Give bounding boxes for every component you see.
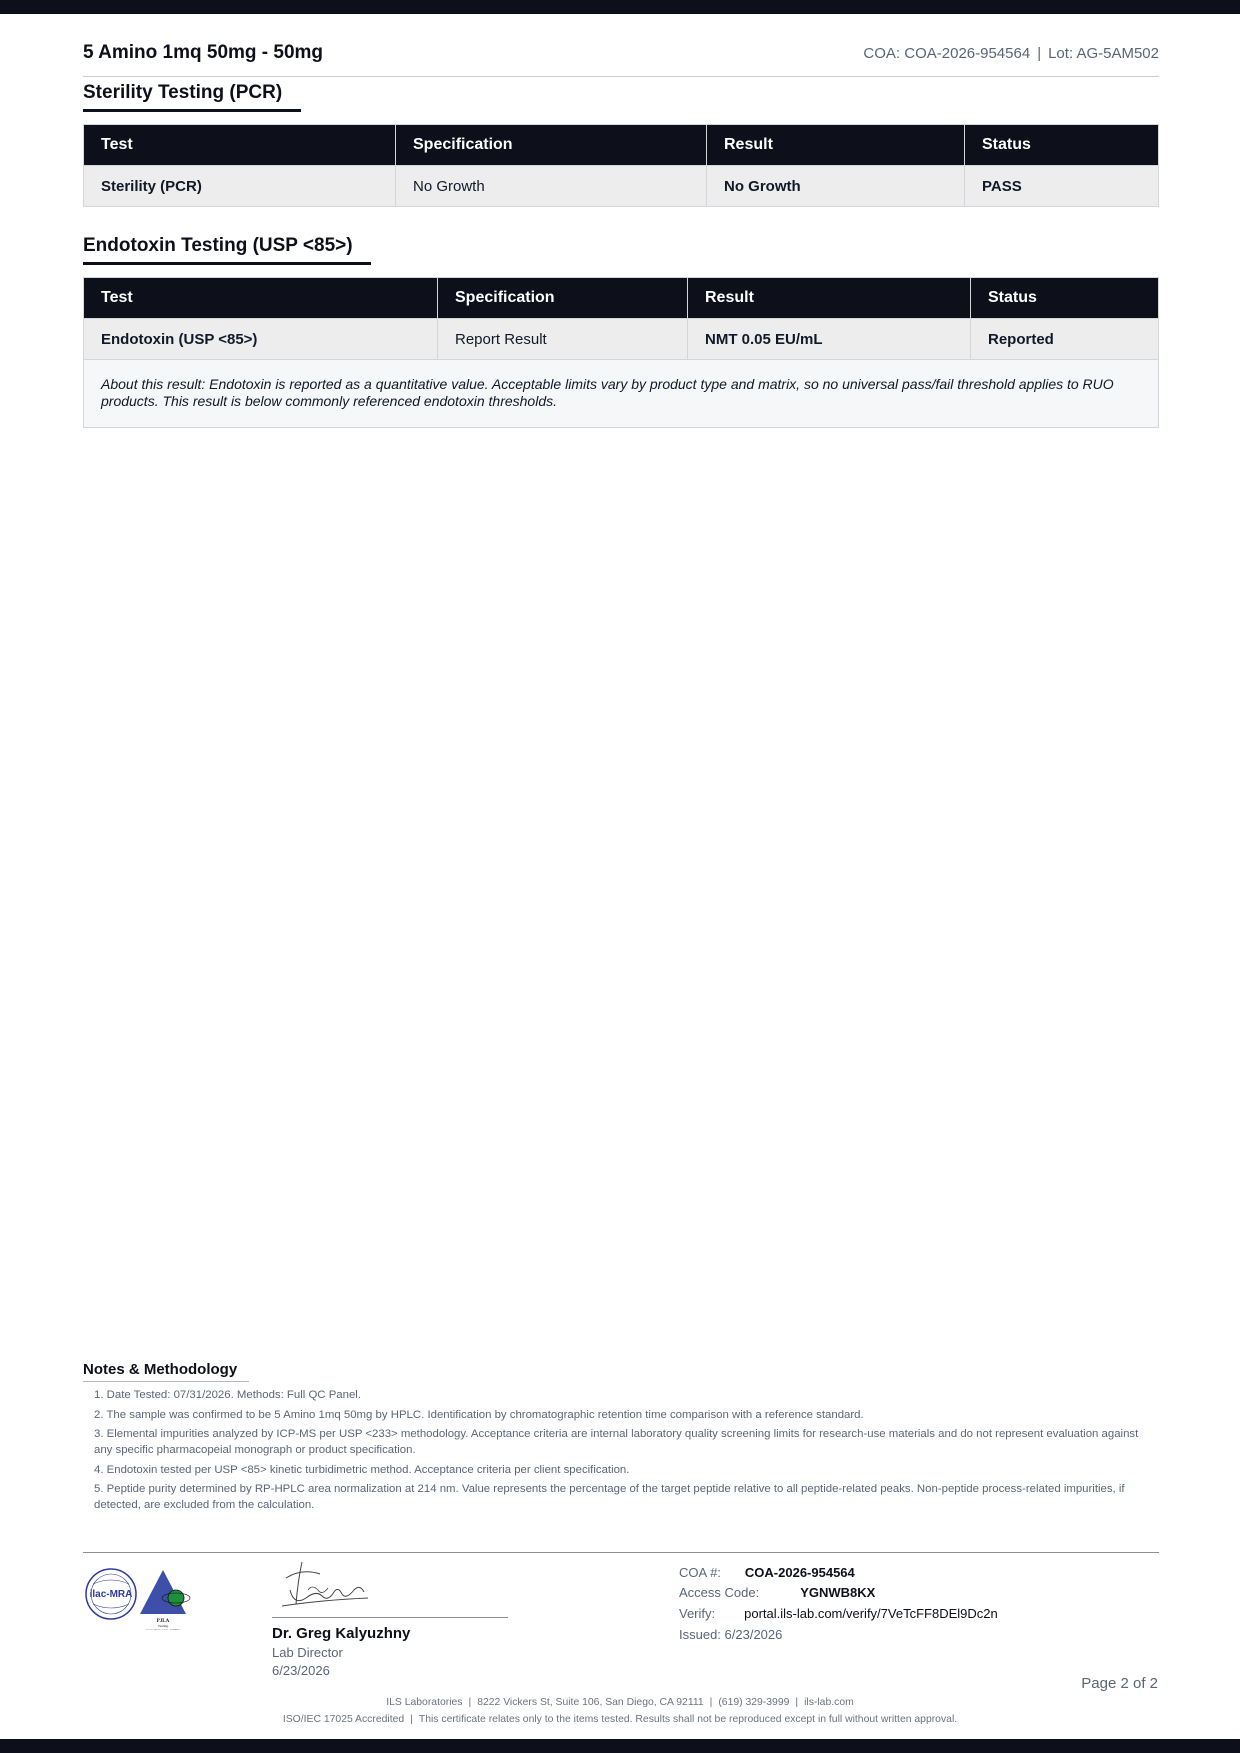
- lab-website[interactable]: ils-lab.com: [804, 1697, 854, 1708]
- coa-label: COA #:: [679, 1565, 721, 1580]
- coa-number: COA: COA-2026-954564: [863, 45, 1031, 62]
- column-header: Status: [965, 125, 1159, 166]
- verify-label: Verify:: [679, 1606, 716, 1621]
- pjla-text: PJLA: [156, 1619, 170, 1624]
- access-code-row: [679, 1585, 875, 1600]
- footer-divider: [83, 1552, 1159, 1553]
- footer-disclaimer: ISO/IEC 17025 Accredited | This certificate relates only to the items tested. Results shall not be reproduced except in full without written approval.: [282, 1714, 958, 1725]
- pjla-sub: Testing: [157, 1624, 169, 1628]
- test-name: Sterility (PCR): [84, 166, 396, 207]
- list-item: 3. Elemental impurities analyzed by ICP-MS per USP <233> methodology. Acceptance criteria are internal laboratory quality screening limits for research-use materials and do not represent evaluation against any specific pharmacopeial monograph or product specification.: [94, 1428, 1139, 1456]
- page-header: [83, 40, 1159, 77]
- signature-image: [272, 1560, 392, 1612]
- table-row: [84, 319, 1159, 360]
- ilac-text: ilac-MRA: [89, 1589, 133, 1600]
- table-header-row: [84, 278, 1159, 319]
- note-row: [84, 360, 1159, 428]
- specification: No Growth: [396, 166, 707, 207]
- access-value: YGNWB8KX: [800, 1585, 876, 1600]
- list-item: 2. The sample was confirmed to be 5 Amino 1mq 50mg by HPLC. Identification by chromatographic retention time comparison with a reference standard.: [94, 1408, 864, 1421]
- specification: Report Result: [438, 319, 688, 360]
- separator: |: [1037, 45, 1042, 62]
- result-note: About this result: Endotoxin is reported as a quantitative value. Acceptable limits vary by product type and matrix, so no universal pass/fail threshold applies to RUO products. This result is below commonly referenced endotoxin thresholds.: [84, 360, 1159, 428]
- endotoxin-table: [83, 277, 1159, 428]
- sterility-table: [83, 124, 1159, 207]
- pjla-cert: Accreditation No. 109652: [146, 1628, 180, 1630]
- list-item: 4. Endotoxin tested per USP <85> kinetic turbidimetric method. Acceptance criteria per client specification.: [94, 1463, 630, 1476]
- pjla-logo: [140, 1570, 190, 1630]
- lab-name: ILS Laboratories: [386, 1697, 463, 1708]
- top-bar: [0, 0, 1240, 14]
- lab-address: 8222 Vickers St, Suite 106, San Diego, CA 92111: [477, 1697, 704, 1708]
- column-header: Specification: [396, 125, 707, 166]
- status-badge: PASS: [965, 166, 1159, 207]
- signatory-date: 6/23/2026: [272, 1663, 330, 1678]
- bottom-bar: [0, 1739, 1240, 1753]
- result: No Growth: [707, 166, 965, 207]
- accreditation-text: ISO/IEC 17025 Accredited: [282, 1714, 405, 1725]
- verify-row: [679, 1606, 998, 1621]
- coa-value: COA-2026-954564: [744, 1565, 855, 1580]
- footer-address: ILS Laboratories | 8222 Vickers St, Suite 106, San Diego, CA 92111 | (619) 329-3999 | ils-lab.com: [386, 1697, 854, 1708]
- signatory-name: Dr. Greg Kalyuzhny: [272, 1625, 411, 1642]
- column-header: Result: [707, 125, 965, 166]
- status-badge: Reported: [971, 319, 1159, 360]
- disclaimer-text: This certificate relates only to the items tested. Results shall not be reproduced except in full without written approval.: [418, 1714, 958, 1725]
- result: NMT 0.05 EU/mL: [688, 319, 971, 360]
- lot-number: Lot: AG-5AM502: [1048, 45, 1159, 62]
- list-item: 1. Date Tested: 07/31/2026. Methods: Full QC Panel.: [94, 1389, 361, 1401]
- endotoxin-section-title: Endotoxin Testing (USP <85>): [83, 235, 371, 265]
- product-title: 5 Amino 1mq 50mg - 50mg: [83, 42, 324, 63]
- column-header: Test: [84, 125, 396, 166]
- sterility-section-title: Sterility Testing (PCR): [83, 82, 301, 112]
- list-item: 5. Peptide purity determined by RP-HPLC area normalization at 214 nm. Value represents the percentage of the target peptide relative to all peptide-related peaks. Non-peptide process-related impurities, if detected, are excluded from the calculation.: [94, 1483, 1125, 1511]
- coa-number-row: [679, 1565, 855, 1580]
- column-header: Status: [971, 278, 1159, 319]
- accreditation-logos: [83, 1564, 198, 1630]
- signatory-role: Lab Director: [272, 1645, 343, 1660]
- column-header: Result: [688, 278, 971, 319]
- test-name: Endotoxin (USP <85>): [84, 319, 438, 360]
- column-header: Test: [84, 278, 438, 319]
- verify-link[interactable]: portal.ils-lab.com/verify/7VeTcFF8DEl9Dc2n: [744, 1606, 998, 1621]
- signature-line: [272, 1617, 508, 1618]
- table-row: [84, 166, 1159, 207]
- issued-date: Issued: 6/23/2026: [679, 1627, 783, 1642]
- column-header: Specification: [438, 278, 688, 319]
- access-label: Access Code:: [679, 1585, 760, 1600]
- notes-title: Notes & Methodology: [83, 1361, 249, 1382]
- notes-list: [94, 1387, 1154, 1517]
- lab-phone: (619) 329-3999: [718, 1697, 790, 1708]
- page-number: Page 2 of 2: [1081, 1675, 1158, 1692]
- table-header-row: [84, 125, 1159, 166]
- header-meta: [863, 45, 1159, 62]
- ilac-mra-logo: [86, 1569, 136, 1619]
